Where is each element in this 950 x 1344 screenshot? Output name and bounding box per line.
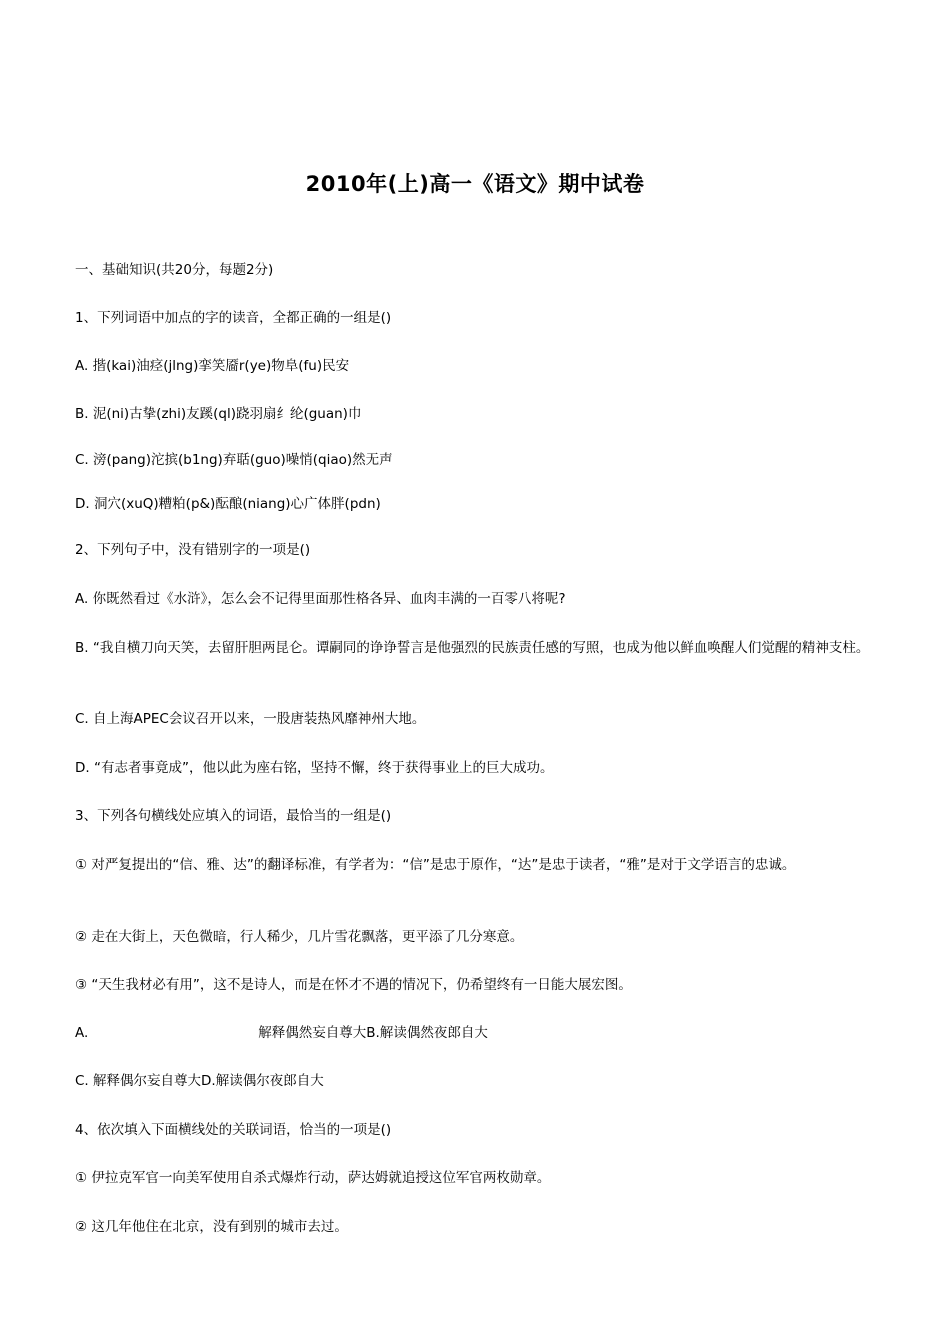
option-a-label: A. bbox=[75, 1025, 89, 1041]
question-2-option-b: B. “我自横刀向天笑，去留肝胆两昆仑。谭嗣同的诤诤誓言是他强烈的民族责任感的写照，也成为他以鲜血唤醒人们觉醒的精神支柱。 bbox=[75, 640, 870, 656]
question-3-sentence-2: ② 走在大街上，天色微暗，行人稀少，几片雪花飘落，更平添了几分寒意。 bbox=[75, 929, 524, 945]
question-4-sentence-1: ① 伊拉克军官一向美军使用自杀式爆炸行动，萨达姆就追授这位军官两枚勋章。 bbox=[75, 1170, 551, 1186]
question-2-option-d: D. “有志者事竟成”，他以此为座右铭，坚持不懈，终于获得事业上的巨大成功。 bbox=[75, 760, 554, 776]
question-3-sentence-1: ① 对严复提出的“信、雅、达”的翻译标准，有学者为：“信”是忠于原作，“达”是忠于读者，“雅”是对于文学语言的忠诚。 bbox=[75, 857, 796, 873]
page-title: 2010年(上)高一《语文》期中试卷 bbox=[305, 172, 645, 196]
question-2-option-a: A. 你既然看过《水浒》，怎么会不记得里面那性格各异、血肉丰满的一百零八将呢? bbox=[75, 591, 566, 607]
question-2-stem: 2、下列句子中，没有错别字的一项是() bbox=[75, 542, 311, 558]
question-1-option-d: D. 洞穴(xuQ)糟粕(p&)酝酿(niang)心广体胖(pdn) bbox=[75, 496, 381, 512]
question-4-sentence-2: ② 这几年他住在北京，没有到别的城市去过。 bbox=[75, 1219, 348, 1235]
question-1-option-a: A. 揩(kai)油痉(jlng)挛笑靥r(ye)物阜(fu)民安 bbox=[75, 358, 350, 374]
question-1-option-b: B. 泥(ni)古挚(zhi)友蹊(ql)跷羽扇纟纶(guan)巾 bbox=[75, 406, 362, 422]
question-1-stem: 1、下列词语中加点的字的读音，全都正确的一组是() bbox=[75, 310, 392, 326]
question-2-option-c: C. 自上海APEC会议召开以来，一股唐装热风靡神州大地。 bbox=[75, 711, 426, 727]
section-heading: 一、基础知识(共20分，每题2分) bbox=[75, 262, 274, 278]
question-3-stem: 3、下列各句横线处应填入的词语，最恰当的一组是() bbox=[75, 808, 392, 824]
question-3-options-ab bbox=[75, 1021, 885, 1045]
question-3-options-cd: C. 解释偶尔妄自尊大D.解读偶尔夜郎自大 bbox=[75, 1073, 324, 1089]
question-3-sentence-3: ③ “天生我材必有用”，这不是诗人，而是在怀才不遇的情况下，仍希望终有一日能大展宏图。 bbox=[75, 977, 632, 993]
question-1-option-c: C. 滂(pang)沱摈(b1ng)弃聒(guo)噪悄(qiao)然无声 bbox=[75, 452, 393, 468]
question-4-stem: 4、依次填入下面横线处的关联词语，恰当的一项是() bbox=[75, 1122, 392, 1138]
options-ab-text: 解释偶然妄自尊大B.解读偶然夜郎自大 bbox=[258, 1025, 488, 1041]
